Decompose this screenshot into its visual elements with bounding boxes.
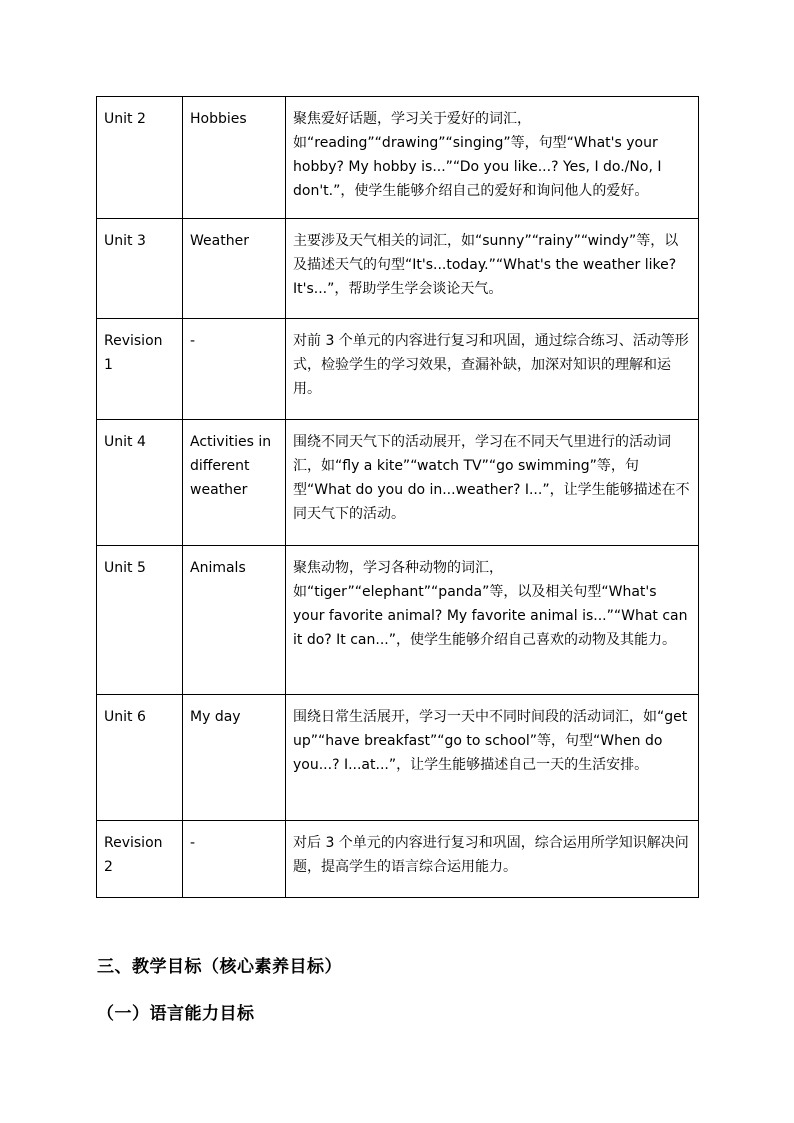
topic-cell: My day <box>183 695 286 821</box>
description-cell: 围绕不同天气下的活动展开，学习在不同天气里进行的活动词汇，如“fly a kite”“watch TV”“go swimming”等，句型“What do you do in...weather? I...”，让学生能够描述在不同天气下的活动。 <box>286 420 699 546</box>
unit-cell: Revision 2 <box>97 821 183 898</box>
description-cell: 聚焦爱好话题，学习关于爱好的词汇，如“reading”“drawing”“singing”等，句型“What's your hobby? My hobby is...”“Do you like...? Yes, I do./No, I don't.”，使学生能够介绍自己的爱好和询问他人的爱好。 <box>286 97 699 219</box>
description-cell: 对前 3 个单元的内容进行复习和巩固，通过综合练习、活动等形式，检验学生的学习效果，查漏补缺，加深对知识的理解和运用。 <box>286 319 699 420</box>
description-cell: 主要涉及天气相关的词汇，如“sunny”“rainy”“windy”等，以及描述天气的句型“It's...today.”“What's the weather like? It's...”，帮助学生学会谈论天气。 <box>286 219 699 319</box>
unit-cell: Unit 3 <box>97 219 183 319</box>
table-row <box>97 420 699 546</box>
subsection-heading: （一）语言能力目标 <box>97 1004 255 1024</box>
unit-cell: Revision 1 <box>97 319 183 420</box>
table-row <box>97 821 699 898</box>
topic-cell: Hobbies <box>183 97 286 219</box>
description-cell: 对后 3 个单元的内容进行复习和巩固，综合运用所学知识解决问题，提高学生的语言综合运用能力。 <box>286 821 699 898</box>
topic-cell: - <box>183 319 286 420</box>
table-row <box>97 219 699 319</box>
section-heading: 三、教学目标（核心素养目标） <box>97 957 342 977</box>
topic-cell: - <box>183 821 286 898</box>
topic-cell: Activities in different weather <box>183 420 286 546</box>
table-row <box>97 319 699 420</box>
topic-cell: Weather <box>183 219 286 319</box>
unit-cell: Unit 5 <box>97 546 183 695</box>
unit-cell: Unit 4 <box>97 420 183 546</box>
table-row <box>97 97 699 219</box>
table-row <box>97 546 699 695</box>
unit-cell: Unit 6 <box>97 695 183 821</box>
unit-cell: Unit 2 <box>97 97 183 219</box>
description-cell: 聚焦动物，学习各种动物的词汇，如“tiger”“elephant”“panda”等，以及相关句型“What's your favorite animal? My favorite animal is...”“What can it do? It can...”，使学生能够介绍自己喜欢的动物及其能力。 <box>286 546 699 695</box>
topic-cell: Animals <box>183 546 286 695</box>
curriculum-table <box>96 96 699 898</box>
description-cell: 围绕日常生活展开，学习一天中不同时间段的活动词汇，如“get up”“have breakfast”“go to school”等，句型“When do you...? I...at...”，让学生能够描述自己一天的生活安排。 <box>286 695 699 821</box>
table-row <box>97 695 699 821</box>
